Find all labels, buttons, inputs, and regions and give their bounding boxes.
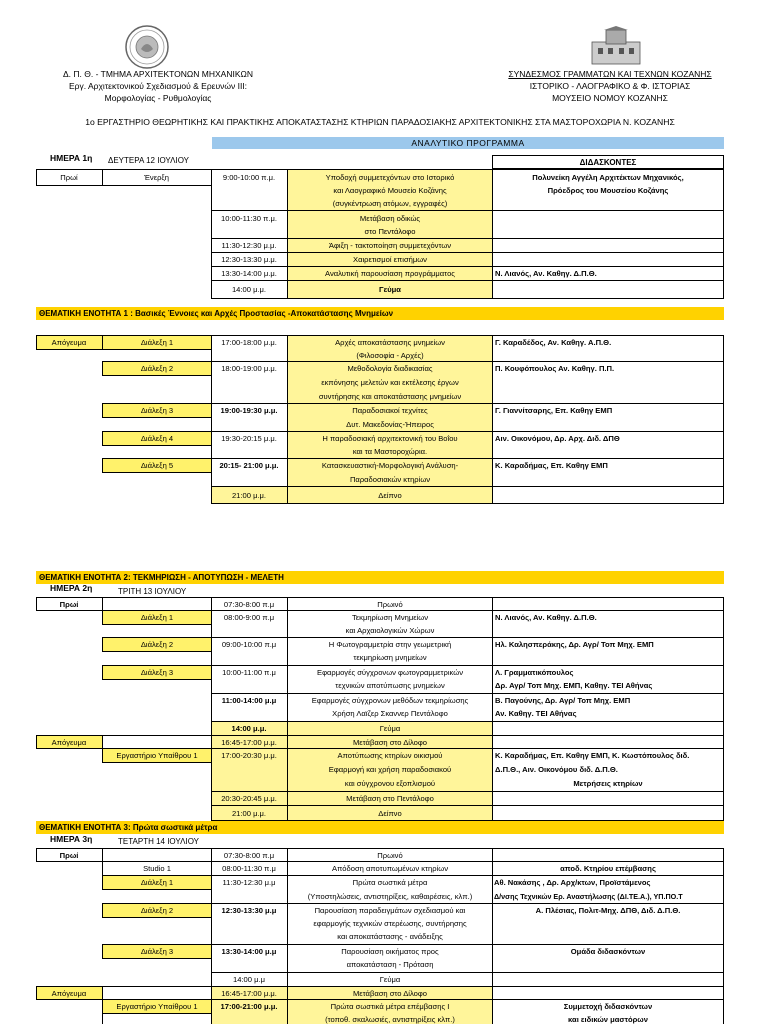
section2-desc: Μετάβαση στο Δίλοφο (352, 738, 428, 747)
section2-teacher: Β. Παγούνης, Δρ. Αγρ/ Τοπ Μηχ. ΕΜΠ (495, 696, 631, 705)
day1-time: 11:30-12:30 μ.μ. (221, 241, 277, 250)
section3-time: 17:00-21:00 μ.μ. (220, 1002, 278, 1011)
day1-desc: Αναλυτική παρουσίαση προγράμματος (325, 269, 455, 278)
section1-activity: Διάλεξη 1 (140, 338, 174, 347)
section3-time: 08:00-11:30 π.μ (222, 864, 276, 873)
section1-time: 19:30-20:15 μ.μ. (221, 434, 277, 443)
section3-desc: Πρώτα σωστικά μέτρα επέμβασης Ι (330, 1002, 450, 1011)
section2-teacher: Κ. Καραδήμας, Επ. Καθηγ ΕΜΠ, Κ. Κωστόπουλος διδ. (495, 751, 690, 760)
section2-time: 08:00-9:00 π.μ (223, 613, 275, 622)
section2-time: 10:00-11:00 π.μ (222, 668, 276, 677)
section2-desc: Χρήση Λαϊζερ Σκαννερ Πεντάλοφο (332, 709, 448, 718)
section3-desc: αποκατάσταση - Πρόταση (346, 960, 434, 969)
day1-teacher: Ν. Λιανός, Αν. Καθηγ. Δ.Π.Θ. (495, 269, 597, 278)
section1-time: 21:00 μ.μ. (231, 491, 267, 500)
section3-time: 13:30-14:00 μ.μ (221, 947, 277, 956)
section1-activity: Διάλεξη 5 (140, 461, 174, 470)
section3-desc: και αποκατάστασης - ανάδειξης (337, 932, 443, 941)
university-name: Δ. Π. Θ. - ΤΜΗΜΑ ΑΡΧΙΤΕΚΤΟΝΩΝ ΜΗΧΑΝΙΚΩΝ (63, 69, 253, 79)
section1-desc: Μεθοδολογία διαδικασίας (347, 364, 433, 373)
day2-date: ΤΡΙΤΗ 13 ΙΟΥΛΙΟΥ (118, 587, 187, 596)
section3-time: 07:30-8:00 π.μ (223, 851, 275, 860)
day1-desc: Χαιρετισμοί επισήμων (353, 255, 427, 264)
day1-time: 13:30-14:00 μ.μ. (221, 269, 277, 278)
museum-building-icon (588, 26, 644, 66)
section3-desc: (Υποστηλώσεις, αντιστηρίξεις, καθαιρέσεις, κλπ.) (307, 892, 473, 901)
section2-title: ΘΕΜΑΤΙΚΗ ΕΝΟΤΗΤΑ 2: ΤΕΚΜΗΡΙΩΣΗ - ΑΠΟΤΥΠΩΣΗ - ΜΕΛΕΤΗ (36, 571, 724, 584)
section1-teacher: Π. Κουφόπουλος Αν. Καθηγ. Π.Π. (495, 364, 615, 373)
section3-title: ΘΕΜΑΤΙΚΗ ΕΝΟΤΗΤΑ 3: Πρώτα σωστικά μέτρα (36, 821, 724, 834)
section1-desc: Η παραδοσιακή αρχιτεκτονική του Βοΐου (322, 434, 458, 443)
section3-activity: Εργαστήριο Υπαίθρου 1 (116, 1002, 198, 1011)
section1-activity: Διάλεξη 3 (140, 406, 174, 415)
section2-desc: Γεύμα (379, 724, 401, 733)
day1-desc: Μετάβαση οδικώς (359, 214, 421, 223)
section1-time: 19:00-19:30 μ.μ. (220, 406, 278, 415)
day1-activity: Ένερξη (143, 173, 170, 182)
section3-teacher: και ειδικών μαστόρων (568, 1015, 648, 1024)
section1-desc: Δυτ. Μακεδονίας-Ήπειρος (346, 420, 434, 429)
header-right (486, 68, 734, 104)
section2-desc: τεκμηρίωση μνημείων (353, 653, 427, 662)
day1-desc: (συγκέντρωση ατόμων, εγγραφές) (332, 199, 448, 208)
section1-activity: Διάλεξη 2 (140, 364, 174, 373)
day2-afternoon: Απόγευμα (51, 738, 87, 747)
section2-teacher: Δ.Π.Θ., Αιν. Οικονόμου διδ. Δ.Π.Θ. (495, 765, 618, 774)
section3-activity: Studio 1 (143, 864, 171, 873)
section3-desc: Μετάβαση στο Δίλοφο (352, 989, 428, 998)
day3-date: ΤΕΤΑΡΤΗ 14 ΙΟΥΛΙΟΥ (118, 837, 199, 846)
section2-desc: Η Φωτογραμμετρία στην γεωμετρική (328, 640, 452, 649)
day1-desc: Άφιξη - τακτοποίηση συμμετεχόντων (328, 241, 452, 250)
section3-desc: Γεύμα (379, 975, 401, 984)
section2-desc: Τεκμηρίωση Μνημείων (351, 613, 429, 622)
section2-activity: Εργαστήριο Υπαίθρου 1 (116, 751, 198, 760)
section3-teacher: αποδ. Κτηρίου επέμβασης (560, 864, 656, 873)
section2-desc: τεχνικών αποτύπωσης μνημείων (335, 681, 445, 690)
section1-time: 18:00-19:00 μ.μ. (221, 364, 277, 373)
day3-morning: Πρωί (59, 851, 79, 860)
section3-desc: Πρωινό (377, 851, 403, 860)
day1-time: 9:00-10:00 π.μ. (222, 173, 276, 182)
section2-activity: Διάλεξη 2 (140, 640, 174, 649)
section1-desc: Κατασκευαστική-Μορφολογική Ανάλυση- (321, 461, 459, 470)
section3-activity: Διάλεξη 2 (140, 906, 174, 915)
section3-desc: (τοποθ. σκαλωσιές, αντιστηρίξεις κλπ.) (325, 1015, 455, 1024)
day1-teacher: Πρόεδρος του Μουσείου Κοζάνης (547, 186, 669, 195)
section2-time: 16:45-17:00 μ.μ. (221, 738, 277, 747)
section3-teacher: Αθ. Νακάσης , Δρ. Αρχ/κτων, Προϊστάμενος (494, 878, 651, 887)
day1-time: 10:00-11:30 π.μ. (221, 214, 277, 223)
section1-time: 20:15- 21:00 μ.μ. (219, 461, 279, 470)
section2-desc: Εφαρμογές σύγχρονων μεθόδων τεκμηρίωσης (311, 696, 469, 705)
section2-teacher: Δρ. Αγρ/ Τοπ Μηχ. ΕΜΠ, Καθηγ. ΤΕΙ Αθήνας (495, 681, 653, 690)
section1-activity: Διάλεξη 4 (140, 434, 174, 443)
section2-time: 11:00-14:00 μ.μ (221, 696, 277, 705)
association-name: ΣΥΝΔΕΣΜΟΣ ΓΡΑΜΜΑΤΩΝ ΚΑΙ ΤΕΧΝΩΝ ΚΟΖΑΝΗΣ (508, 69, 712, 79)
section1-desc: εκπόνησης μελετών και εκτέλεσης έργων (321, 378, 459, 387)
section1-desc: (Φιλοσοφία - Αρχές) (356, 351, 424, 360)
section3-desc: Παρουσίαση οικήματος προς (341, 947, 439, 956)
section2-time: 20:30-20:45 μ.μ. (221, 794, 277, 803)
day1-teacher: Πολυνείκη Αγγέλη Αρχιτέκτων Μηχανικός, (532, 173, 684, 182)
section1-title: ΘΕΜΑΤΙΚΗ ΕΝΟΤΗΤΑ 1 : Βασικές Έννοιες και Αρχές Προστασίας -Αποκατάστασης Μνημείων (36, 307, 724, 320)
section3-activity: Διάλεξη 3 (140, 947, 174, 956)
section3-time: 16:45-17:00 μ.μ. (221, 989, 277, 998)
section2-desc: Αποτύπωσης κτηρίων οικισμού (337, 751, 443, 760)
day2-morning: Πρωί (59, 600, 79, 609)
section2-teacher: Λ. Γραμματικόπουλος (495, 668, 574, 677)
section2-desc: Εφαρμογή και χρήση παραδοσιακού (328, 765, 452, 774)
section2-teacher: Αν. Καθηγ. ΤΕΙ Αθήνας (495, 709, 577, 718)
day1-desc: και Λαογραφικό Μουσείο Κοζάνης (333, 186, 447, 195)
section3-time: 11:30-12:30 μ.μ (222, 878, 276, 887)
day1-label: ΗΜΕΡΑ 1η (50, 153, 93, 163)
day1-time: 14:00 μ.μ. (231, 285, 267, 294)
section1-desc: Παραδοσιακών κτηρίων (349, 475, 431, 484)
section3-desc: Παρουσίαση παραδειγμάτων σχεδιασμού και (314, 906, 466, 915)
day1-desc: Γεύμα (379, 285, 401, 294)
section3-time: 12:30-13:30 μ.μ (221, 906, 277, 915)
header-left (50, 68, 266, 104)
section3-desc: εφαρμογής τεχνικών στερέωσης, συντήρησης (313, 919, 467, 928)
day2-label: ΗΜΕΡΑ 2η (50, 583, 93, 593)
section1-teacher: Κ. Καραδήμας, Επ. Καθηγ ΕΜΠ (495, 461, 608, 470)
section1-desc: Αρχές αποκατάστασης μνημείων (335, 338, 445, 347)
section2-time: 09:00-10:00 π.μ (221, 640, 277, 649)
section2-time: 21:00 μ.μ. (231, 809, 267, 818)
museum-line2: ΜΟΥΣΕΙΟ ΝΟΜΟΥ ΚΟΖΑΝΗΣ (552, 93, 668, 103)
section1-desc: Παραδοσιακοί τεχνίτες (352, 406, 428, 415)
section2-desc: και σύγχρονου εξοπλισμού (344, 779, 436, 788)
section1-desc: συντήρησης και αποκατάστασης μνημείων (318, 392, 462, 401)
workshop-title: 1ο ΕΡΓΑΣΤΗΡΙΟ ΘΕΩΡΗΤΙΚΗΣ ΚΑΙ ΠΡΑΚΤΙΚΗΣ ΑΠΟΚΑΤΑΣΤΑΣΗΣ ΚΤΗΡΙΩΝ ΠΑΡΑΔΟΣΙΑΚΗΣ ΑΡΧΙΤΕΚΤΟΝΙΚΗΣ ΣΤΑ ΜΑΣΤΟΡΟΧΩΡΙΑ Ν. ΚΟΖΑΝΗΣ (85, 117, 675, 127)
section1-desc: Δείπνο (378, 491, 402, 500)
section3-desc: Πρώτα σωστικά μέτρα (352, 878, 428, 887)
day1-morning: Πρωί (60, 173, 78, 182)
day1-desc: στο Πεντάλοφο (364, 227, 416, 236)
section1-time: 17:00-18:00 μ.μ. (221, 338, 277, 347)
section2-desc: Μετάβαση στο Πεντάλοφο (346, 794, 434, 803)
section2-desc: και Αρχαιολογικών Χώρων (345, 626, 435, 635)
day1-desc: Υποδοχή συμμετεχόντων στο Ιστορικό (325, 173, 455, 182)
section2-teacher: Ηλ. Καλησπεράκης, Δρ. Αγρ/ Τοπ Μηχ. ΕΜΠ (495, 640, 654, 649)
day3-afternoon: Απόγευμα (51, 989, 87, 998)
section2-desc: Πρωινό (377, 600, 403, 609)
section1-teacher: Γ. Καραδέδος, Αν. Καθηγ. Α.Π.Θ. (495, 338, 612, 347)
lab-subtitle: Μορφολογίας - Ρυθμολογίας (104, 93, 212, 103)
section3-teacher: Α. Πλέσιας, Πολιτ-Μηχ. ΔΠΘ, Διδ. Δ.Π.Θ. (535, 906, 681, 915)
university-seal-icon (124, 24, 170, 70)
day1-time: 12:30-13:30 μ.μ. (221, 255, 277, 264)
section2-teacher: Μετρήσεις κτηρίων (573, 779, 643, 788)
section2-time: 14:00 μ.μ. (231, 724, 267, 733)
section2-activity: Διάλεξη 1 (140, 613, 174, 622)
section3-activity: Διάλεξη 1 (140, 878, 174, 887)
section1-afternoon: Απόγευμα (51, 338, 87, 347)
lab-name: Εργ. Αρχιτεκτονικού Σχεδιασμού & Ερευνών ΙΙΙ: (68, 81, 248, 91)
section3-time: 14:00 μ.μ (233, 975, 265, 984)
section2-teacher: Ν. Λιανός, Αν. Καθηγ. Δ.Π.Θ. (495, 613, 597, 622)
section2-time: 07:30-8:00 π.μ (223, 600, 275, 609)
section1-desc: και τα Μαστοροχώρια. (352, 447, 428, 456)
section1-teacher: Γ. Γιαννίτσαρης, Επ. Καθηγ ΕΜΠ (495, 406, 613, 415)
section3-teacher: Ομάδα διδασκόντων (570, 947, 646, 956)
section2-desc: Δείπνο (378, 809, 402, 818)
section3-teacher: Συμμετοχή διδασκόντων (563, 1002, 653, 1011)
section3-desc: Απόδοση αποτυπωμένων κτηρίων (332, 864, 448, 873)
section2-time: 17:00-20:30 μ.μ. (221, 751, 277, 760)
day3-label: ΗΜΕΡΑ 3η (50, 834, 93, 844)
day1-date: ΔΕΥΤΕΡΑ 12 ΙΟΥΛΙΟΥ (108, 156, 190, 165)
teachers-header: ΔΙΔΑΣΚΟΝΤΕΣ (579, 158, 637, 167)
museum-line1: ΙΣΤΟΡΙΚΟ - ΛΑΟΓΡΑΦΙΚΟ & Φ. ΙΣΤΟΡΙΑΣ (529, 81, 691, 91)
program-title: ΑΝΑΛΥΤΙΚΟ ΠΡΟΓΡΑΜΜΑ (212, 137, 724, 149)
section3-teacher: Δ/νσης Τεχνικών Ερ. Αναστήλωσης (ΔΙ.ΤΕ.Α.), ΥΠ.ΠΟ.Τ (494, 892, 683, 901)
section2-activity: Διάλεξη 3 (140, 668, 174, 677)
section2-desc: Εφαρμογές σύγχρονων φωτογραμμετρικών (317, 668, 463, 677)
section1-teacher: Αιν. Οικονόμου, Δρ. Αρχ. Διδ. ΔΠΘ (495, 434, 620, 443)
